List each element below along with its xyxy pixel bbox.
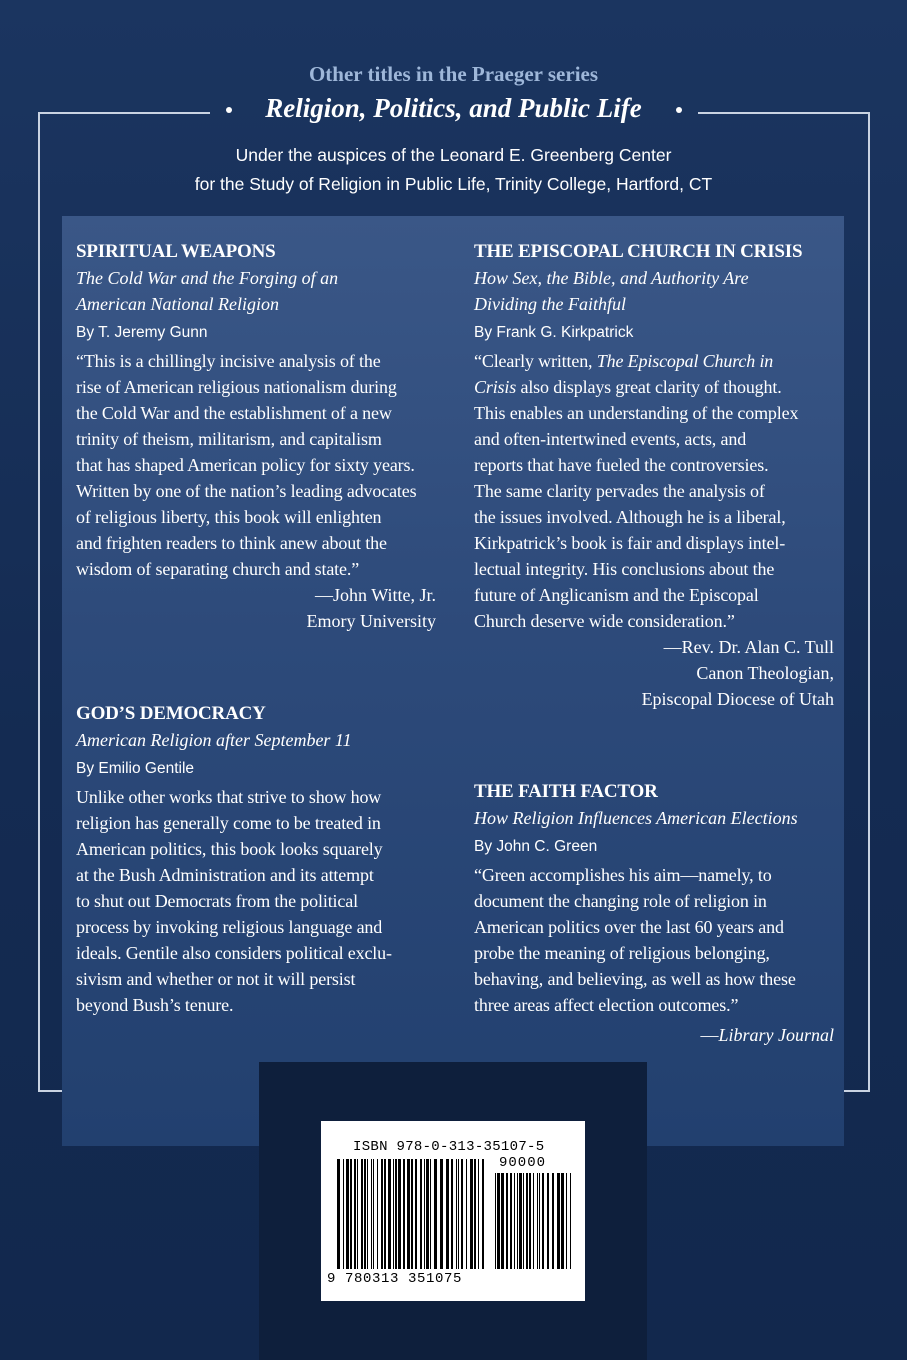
barcode-bar [357,1159,358,1269]
quote-line: “Green accomplishes his aim—namely, to [474,865,772,885]
barcode-bars-icon [335,1159,487,1271]
barcode-bar [470,1159,473,1269]
barcode-bar [337,1159,340,1269]
barcode-bar [446,1159,449,1269]
barcode-bar [570,1173,571,1269]
quote-line: that has shaped American policy for sixty years. [76,455,415,475]
auspices-line-2: for the Study of Religion in Public Life, Trinity College, Hartford, CT [194,174,713,194]
book-title: GOD’S DEMOCRACY [76,703,266,724]
barcode-bar [377,1159,378,1269]
barcode-bar [561,1173,564,1269]
quote-line: Church deserve wide consideration.” [474,611,735,631]
barcode-bar [539,1173,540,1269]
quote-line: This enables an understanding of the complex [474,403,799,423]
barcode-bar [451,1159,453,1269]
attribution-line: —Rev. Dr. Alan C. Tull [663,637,834,657]
quote-line: reports that have fueled the controversies. [474,455,769,475]
quote-line: document the changing role of religion in [474,891,767,911]
book-subtitle-line: How Religion Influences American Elections [474,808,798,828]
barcode-bar [411,1159,413,1269]
barcode-bar [426,1159,429,1269]
description-line: to shut out Democrats from the political [76,891,358,911]
barcode-bar [552,1173,554,1269]
barcode-bar [506,1173,508,1269]
book-author: By John C. Green [474,838,598,855]
book-entry-faith-factor [474,779,834,1048]
barcode-bar [482,1159,484,1269]
barcode-bar [407,1159,410,1269]
quote-line: and frighten readers to think anew about the [76,533,387,553]
attribution-line: Canon Theologian, [696,663,834,683]
quote-line: Written by one of the nation’s leading advocates [76,481,417,501]
barcode-bar [367,1159,368,1269]
barcode-bar [533,1173,534,1269]
quote-line: and often-intertwined events, acts, and [474,429,747,449]
quote-line: American politics over the last 60 years and [474,917,784,937]
barcode-bar [458,1159,459,1269]
description-line: sivism and whether or not it will persist [76,969,356,989]
barcode-bar [474,1159,476,1269]
barcode-bar [430,1159,431,1269]
barcode-bar [395,1159,397,1269]
auspices-line-1: Under the auspices of the Leonard E. Greenberg Center [235,145,672,165]
barcode-bar [393,1159,394,1269]
barcode-bar [501,1173,504,1269]
barcode-bar [346,1159,349,1269]
description-line: ideals. Gentile also considers political exclu- [76,943,392,963]
attribution-line [474,1022,834,1048]
barcode-bar [497,1173,500,1269]
quote-line: “This is a chillingly incisive analysis of the [76,351,381,371]
quote-line: behaving, and believing, as well as how these [474,969,796,989]
book-subtitle-line: Dividing the Faithful [474,294,626,314]
frame-right-rule [868,112,870,1092]
book-subtitle-line: How Sex, the Bible, and Authority Are [474,268,749,288]
barcode-bar [542,1173,544,1269]
quote-line: The same clarity pervades the analysis of [474,481,765,501]
barcode-bar [373,1159,374,1269]
book-entry-spiritual-weapons [76,239,436,634]
barcode-bar [547,1173,549,1269]
book-entry-episcopal-church [474,239,834,712]
barcode-bar [466,1159,467,1269]
description-line: process by invoking religious language and [76,917,383,937]
barcode-bar [424,1159,425,1269]
attribution-line: —John Witte, Jr. [315,585,436,605]
quote-line: three areas affect election outcomes.” [474,995,739,1015]
book-title: THE EPISCOPAL CHURCH IN CRISIS [474,241,803,262]
barcode-bar [364,1159,366,1269]
barcode-bar [388,1159,391,1269]
quote-line [474,374,834,400]
barcode-bar [478,1159,479,1269]
barcode-bar [371,1159,372,1269]
quote-line: of religious liberty, this book will enlighten [76,507,382,527]
attribution-source: Library Journal [718,1025,834,1045]
barcode-bar [529,1173,531,1269]
book-entry-gods-democracy [76,701,436,1018]
barcode-addon-bars-icon [493,1173,575,1271]
book-subtitle-line: The Cold War and the Forging of an [76,268,339,288]
barcode-bar [461,1159,463,1269]
barcode-bar [434,1159,437,1269]
barcode-bar [519,1173,522,1269]
quote-text: “Clearly written, [474,351,597,371]
barcode-bar [517,1173,518,1269]
description-line: beyond Bush’s tenure. [76,995,234,1015]
series-title: Religion, Politics, and Public Life [265,93,642,123]
barcode-bar [440,1159,443,1269]
barcode-bar [350,1159,352,1269]
quote-line: probe the meaning of religious belonging, [474,943,770,963]
quote-book-title: The Episcopal Church in [596,351,774,371]
book-subtitle-line: American National Religion [76,294,279,314]
barcode-bar [381,1159,383,1269]
barcode-bar [354,1159,356,1269]
quote-line: Kirkpatrick’s book is fair and displays intel- [474,533,786,553]
description-line: religion has generally come to be treated in [76,813,381,833]
barcode-label [321,1121,585,1301]
barcode-bar [343,1159,344,1269]
quote-line: lectual integrity. His conclusions about the [474,559,775,579]
quote-line: future of Anglicanism and the Episcopal [474,585,759,605]
quote-line: the issues involved. Although he is a liberal, [474,507,786,527]
description-line: Unlike other works that strive to show how [76,787,382,807]
barcode-bar [523,1173,524,1269]
price-code: 90000 [499,1155,547,1171]
ean-number: 9 780313 351075 [327,1271,463,1287]
description-line: American politics, this book looks squarely [76,839,383,859]
barcode-bar [526,1173,528,1269]
isbn-label: ISBN 978-0-313-35107-5 [353,1139,545,1155]
book-subtitle-line: American Religion after September 11 [76,730,352,750]
quote-line: the Cold War and the establishment of a new [76,403,392,423]
barcode-bar [495,1173,496,1269]
barcode-bar [566,1173,567,1269]
book-author: By Emilio Gentile [76,760,195,777]
barcode-bar [415,1159,417,1269]
barcode-bar [510,1173,512,1269]
book-title: THE FAITH FACTOR [474,781,658,802]
barcode-bar [514,1173,515,1269]
quote-text: also displays great clarity of thought. [516,377,782,397]
quote-line: trinity of theism, militarism, and capitalism [76,429,382,449]
book-title: SPIRITUAL WEAPONS [76,241,276,262]
barcode-bar [361,1159,363,1269]
barcode-bar [384,1159,386,1269]
barcode-bar [398,1159,401,1269]
series-label: Other titles in the Praeger series [308,62,599,86]
quote-line [474,348,834,374]
quote-line: wisdom of separating church and state.” [76,559,360,579]
attribution-dash: — [700,1025,719,1045]
book-author: By T. Jeremy Gunn [76,324,208,341]
attribution-line: Emory University [306,611,436,631]
barcode-bar [403,1159,405,1269]
quote-line: rise of American religious nationalism during [76,377,397,397]
barcode-bar [557,1173,560,1269]
attribution-line: Episcopal Diocese of Utah [641,689,834,709]
barcode-bar [456,1159,457,1269]
description-line: at the Bush Administration and its attempt [76,865,374,885]
book-author: By Frank G. Kirkpatrick [474,324,634,341]
barcode-bar [537,1173,538,1269]
barcode-bar [420,1159,422,1269]
frame-left-rule [38,112,40,1092]
quote-book-title: Crisis [474,377,517,397]
